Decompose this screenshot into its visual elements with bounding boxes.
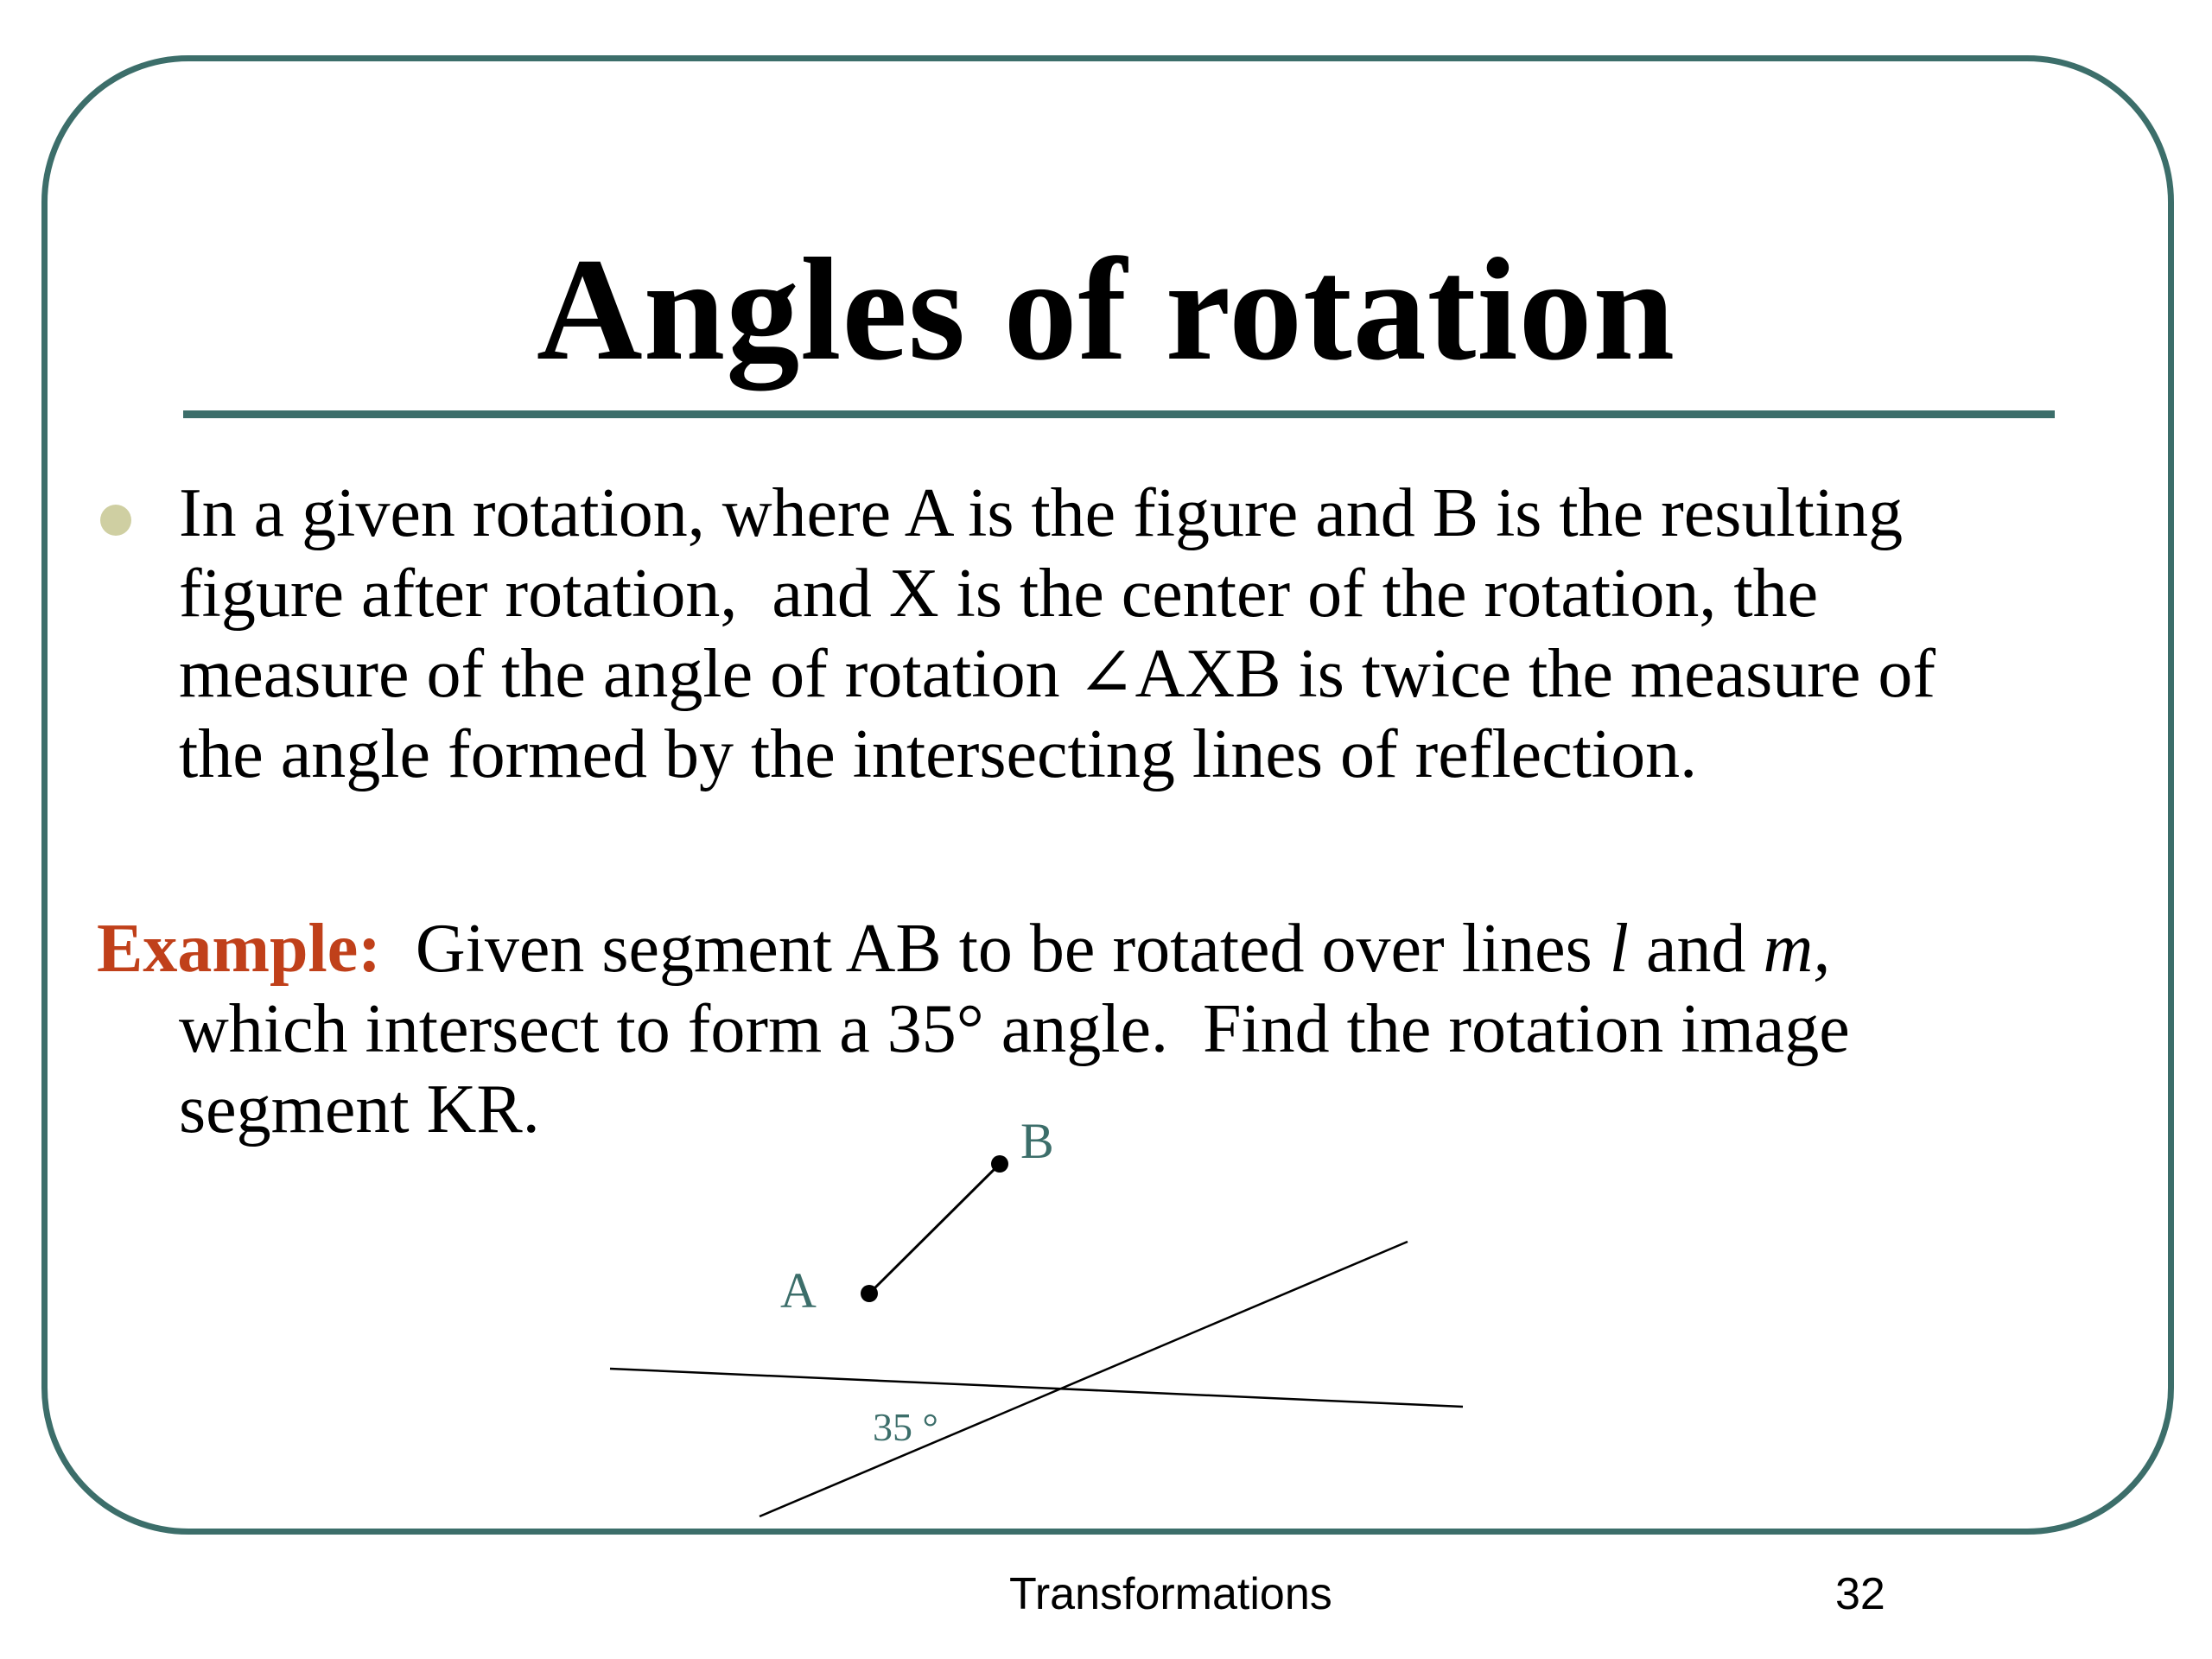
example-line1-and: and — [1629, 911, 1764, 987]
point-a — [861, 1285, 878, 1302]
line-l-label: l — [1609, 911, 1630, 987]
page-number: 32 — [1835, 1569, 1885, 1619]
slide-title: Angles of rotation — [536, 228, 1676, 391]
segment-ab — [869, 1164, 1000, 1294]
example-label: Example: — [97, 911, 381, 987]
line-l — [610, 1369, 1463, 1407]
footer-title: Transformations — [1009, 1569, 1332, 1619]
point-a-label: A — [780, 1262, 817, 1319]
angle-label: 35 ° — [873, 1405, 938, 1449]
example-continuation: which intersect to form a 35° angle. Find the rotation image segment KR. — [179, 991, 1850, 1147]
point-b-label: B — [1020, 1113, 1054, 1169]
example-line1-prefix: Given segment AB to be rotated over lines — [380, 911, 1610, 987]
point-b — [991, 1155, 1008, 1173]
line-m-label: m, — [1763, 911, 1831, 987]
bullet-text: In a given rotation, where A is the figure and B is the resulting figure after rotation, and X is the center of the rotation, the measure of the angle of rotation ∠AXB is twice the measure of the angle formed by the intersecting lines of reflection. — [179, 475, 1936, 792]
